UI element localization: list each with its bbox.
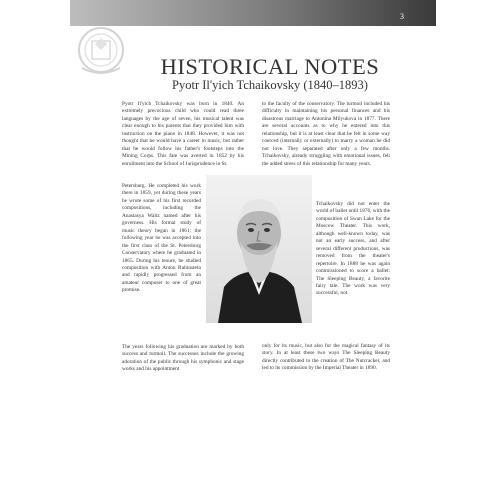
header-band bbox=[70, 0, 436, 26]
text-column-left-bottom: The years following his graduation are marked by both success and turmoil. The successes include the growing adoration of the public through his symphonic and stage works and his appointment bbox=[122, 344, 244, 373]
text-column-left-top: Pyotr Il'yich Tchaikovsky was born in 1840. An extremely precocious child who could read three languages by the age of seven, his musical talent was clear enough to his parents that they provided him with instruction on the piano in 1848. However, it was not thought that he would have a career in music, but rather that he would follow his father's footsteps into the Mining Corps. This fate was averted in 1852 by his enrollment into the School of Jurisprudence in St. bbox=[122, 101, 244, 167]
page-title: HISTORICAL NOTES bbox=[160, 54, 380, 79]
tchaikovsky-portrait bbox=[206, 175, 312, 323]
text-column-right-top: to the faculty of the conservatory. The turmoil included his difficulty in maintaining his personal finances and his disastrous marriage to Antonina Milyukova in 1877. There are several accounts as to why he entered into this relationship, but it is at least clear that he felt in some way coerced (internally or externally) to marry a woman he did not love. They separated after only a few months. Tchaikovsky, already struggling with emotional issues, felt the added stress of this relationship for many years. bbox=[262, 101, 390, 167]
page-number: 3 bbox=[400, 12, 404, 21]
emblem-seal-icon bbox=[74, 24, 128, 80]
text-column-right-bottom: only for its music, but also for the magical fantasy of its story. In at least these two ways The Sleeping Beauty directly contributed to the creation of The Nutcracker, and led to its commission by the Imperial Theater in 1890. bbox=[262, 343, 390, 372]
text-column-right-narrow: Tchaikovsky did not enter the world of ballet until 1876, with the composition of Swan Lake for the Moscow Theater. This work, although well-known today, was not an early success, and after several different productions, was removed from the theater's repertoire. In 1888 he was again commissioned to score a ballet: The Sleeping Beauty, a favorite fairy tale. The work was very successful, not bbox=[316, 201, 390, 297]
page-subtitle: Pyotr Il'yich Tchaikovsky (1840–1893) bbox=[172, 78, 368, 92]
text-column-left-narrow: Petersburg. He completed his work there in 1859, yet during these years he wrote some of his first recorded compositions, including the Anastasya Waltz named after his governess. His formal study of music theory began in 1861; the following year he was accepted into the first class of the St. Petersburg Conservatory where he graduated in 1865. During his tenure, he studied composition with Anton Rubinstein and rapidly progressed from an amateur composer to one of great promise. bbox=[122, 183, 201, 294]
